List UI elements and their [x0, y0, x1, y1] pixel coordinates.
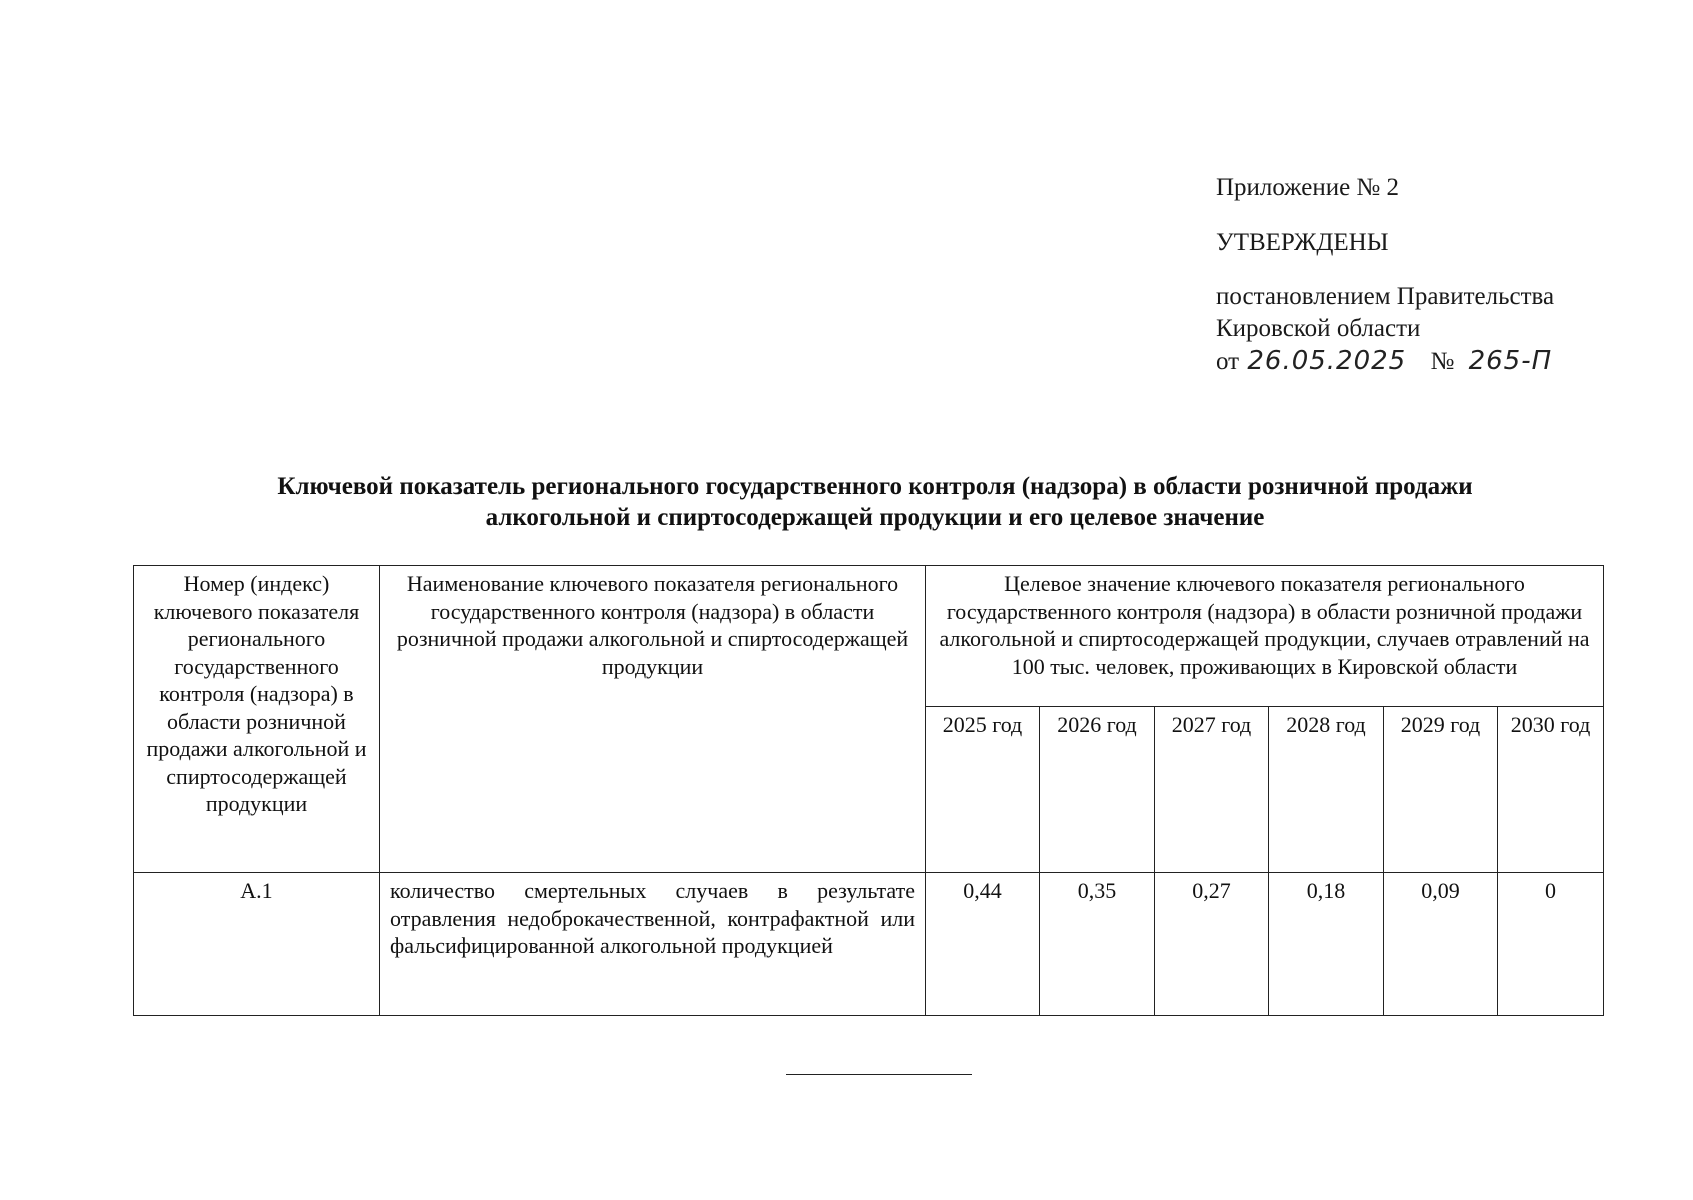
- target-value: 0,44: [926, 873, 1040, 1016]
- handwritten-date: 26.05.2025: [1247, 346, 1407, 376]
- target-value: 0: [1498, 873, 1604, 1016]
- decree-line-1: постановлением Правительства: [1216, 283, 1555, 310]
- year-header: 2026 год: [1040, 707, 1155, 873]
- kpi-table: [133, 565, 1604, 1016]
- year-header: 2025 год: [926, 707, 1040, 873]
- year-header: 2029 год: [1384, 707, 1498, 873]
- appendix-label: Приложение № 2: [1216, 174, 1400, 201]
- indicator-id: А.1: [134, 873, 380, 1016]
- target-value: 0,27: [1155, 873, 1269, 1016]
- number-prefix: №: [1430, 348, 1455, 375]
- year-header: 2030 год: [1498, 707, 1604, 873]
- date-prefix: от: [1216, 348, 1240, 375]
- approved-label: УТВЕРЖДЕНЫ: [1216, 229, 1389, 256]
- header-name-cell: Наименование ключевого показателя регионального государственного контроля (надзора) в области розничной продажи алкогольной и спиртосодержащей продукции: [380, 566, 926, 873]
- approval-block: [1216, 172, 1554, 378]
- indicator-name: количество смертельных случаев в результате отравления недоброкачественной, контрафактной или фальсифицированной алкогольной продукцией: [380, 873, 926, 1016]
- year-header: 2028 год: [1269, 707, 1384, 873]
- year-header: 2027 год: [1155, 707, 1269, 873]
- target-value: 0,35: [1040, 873, 1155, 1016]
- title-line-1: Ключевой показатель регионального государственного контроля (надзора) в области розничной продажи: [277, 473, 1473, 500]
- decree-line-2: Кировской области: [1216, 315, 1421, 342]
- header-number-cell: Номер (индекс) ключевого показателя регионального государственного контроля (надзора) в области розничной продажи алкогольной и спиртосодержащей продукции: [134, 566, 380, 873]
- table-header-row: [134, 566, 1604, 707]
- closing-rule: [786, 1074, 972, 1075]
- target-value: 0,09: [1384, 873, 1498, 1016]
- handwritten-number: 265-П: [1468, 346, 1553, 376]
- header-target-cell: Целевое значение ключевого показателя регионального государственного контроля (надзора) в области розничной продажи алкогольной и спиртосодержащей продукции, случаев отравлений на 100 тыс. человек, проживающих в Кировской области: [926, 566, 1604, 707]
- document-title: [150, 471, 1600, 533]
- table-row: [134, 873, 1604, 1016]
- title-line-2: алкогольной и спиртосодержащей продукции и его целевое значение: [485, 504, 1265, 531]
- target-value: 0,18: [1269, 873, 1384, 1016]
- decree-date-number: [1216, 345, 1554, 378]
